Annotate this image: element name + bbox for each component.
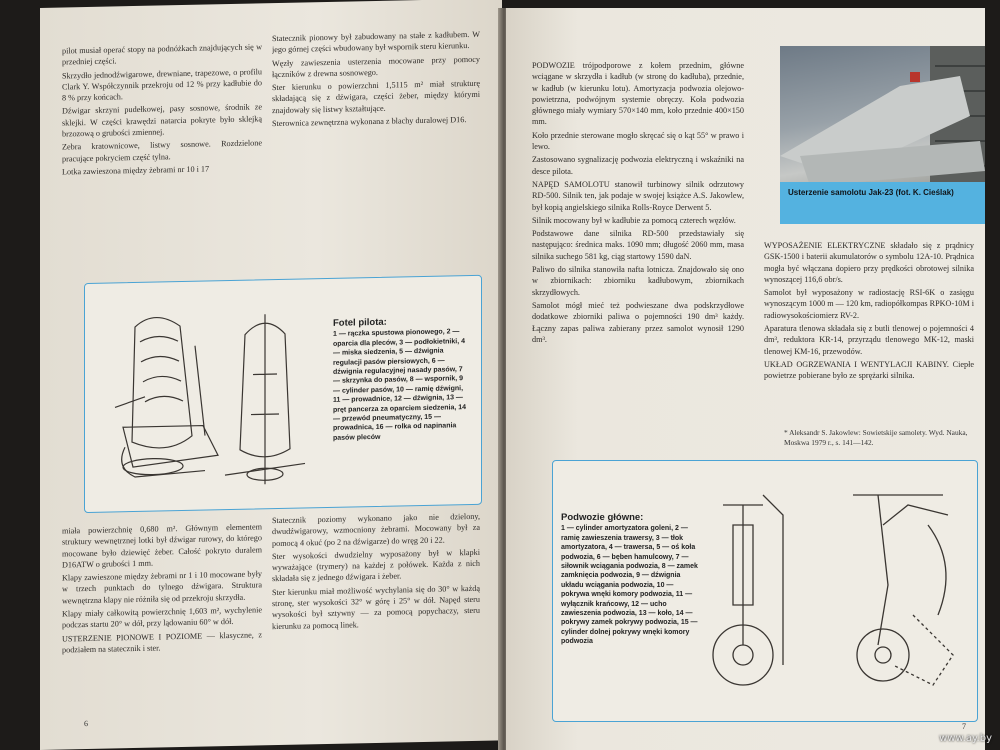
right-col1-top — [532, 60, 744, 432]
paragraph: Ster kierunku miał możliwość wychylania się do 30° w każdą stronę, ster wysokości 32° w górę i 25° w dół. Napęd steru wysokości był sztywny — za pomocą popychaczy, steru kierunku za pomocą linek. — [272, 583, 480, 631]
paragraph: Zastosowano sygnalizację podwozia elektryczną i wskaźniki na desce pilota. — [532, 155, 744, 176]
figure-legend: 1 — rączka spustowa pionowego, 2 — oparcia dla pleców, 3 — podłokietniki, 4 — miska siedzenia, 5 — dźwignia regulacji pasów piersiowych, 6 — dźwignia regulacyjnej nasady pasów, 7 — skrzynka do pasów, 8 — wspornik, 9 — cylinder pasów, 10 — ramię dźwigni, 11 — prowadnice, 12 — dźwignia, 13 — pręt pancerza za oparciem siedzenia, 14 — przewód pneumatyczny, 15 — prowadnica, 16 — rolka od napinania pasów pleców — [333, 328, 467, 442]
right-col2-top — [764, 240, 974, 430]
paragraph: Sterownica zewnętrzna wykonana z blachy duralowej D16. — [272, 115, 467, 129]
paragraph: WYPOSAŻENIE ELEKTRYCZNE składało się z prądnicy GSK-1500 i baterii akumulatorów o symbolu 12A-10. Prądnica mogła być włączana dopiero przy prędkości obrotowej silnika wynoszącej 116,6 obr/s. — [764, 241, 974, 284]
photo-caption: Usterzenie samolotu Jak-23 (fot. K. Cieślak) — [780, 182, 985, 224]
landing-gear-drawing — [703, 465, 973, 715]
paragraph: Koło przednie sterowane mogło skręcać się o kąt 55° w prawo i lewo. — [532, 130, 744, 152]
figure-legend: 1 — cylinder amortyzatora goleni, 2 — ramię zawieszenia trawersy, 3 — tłok amortyzatora, 4 — trawersa, 5 — oś koła podwozia, 6 — bęben hamulcowy, 7 — siłownik wciągania podwozia, 8 — zamek zamknięcia podwozia, 9 — dźwignia układu wciągania podwozia, 10 — pokrywa wnęki komory podwozia, 11 — wyłącznik krańcowy, 12 — ucho zawieszenia podwozia, 13 — koło, 14 — pokrywy zamek pokrywy podwozia, 15 — cylinder dolnej pokrywy wnęki komory podwozia — [561, 525, 698, 646]
paragraph: Statecznik pionowy był zabudowany na stałe z kadłubem. W jego górnej części wbudowany był wspornik steru kierunku. — [272, 29, 480, 55]
page-number: 6 — [84, 718, 88, 729]
left-col2-top — [272, 29, 480, 261]
figure-title: Podwozie główne: — [561, 512, 644, 523]
paragraph: USTERZENIE PIONOWE I POZIOME — klasyczne, z podziałem na statecznik i ster. — [62, 630, 262, 655]
paragraph: pilot musiał operać stopy na podnóżkach znajdujących się w przedniej części. — [62, 42, 262, 67]
paragraph: Silnik mocowany był w kadłubie za pomocą czterech węzłów. — [532, 215, 736, 225]
page-number: 7 — [962, 722, 966, 731]
paragraph: Dźwigar skrzyni pudełkowej, pasy sosnowe, środnik ze sklejki. W części krawędzi natarcia pokryte było sklejką brzozową o grubości zmiennej. — [62, 102, 262, 139]
paragraph: Klapy zawieszone między żebrami nr 1 i 10 mocowane były w trzech punktach do tylnego dźwigara. Struktura wewnętrzna klapy nie różniła się od przekroju skrzydła. — [62, 569, 262, 606]
tail-photo-image — [780, 46, 985, 196]
pilot-seat-figure — [84, 275, 482, 513]
paragraph: Skrzydło jednodźwigarowe, drewniane, trapezowe, o profilu Clark Y. Współczynnik przekroju od 12 % przy kadłubie do 8 % przy końcach. — [62, 66, 262, 103]
tail-photo — [780, 46, 985, 196]
landing-gear-caption — [561, 513, 701, 647]
paragraph: Lotka zawieszona między żebrami nr 10 i 17 — [62, 164, 210, 177]
footnote: * Aleksandr S. Jakowlew: Sowietskije samolety. Wyd. Nauka, Moskwa 1979 r., s. 141—142. — [784, 428, 968, 447]
paragraph: Ster wysokości dwudzielny wyposażony był w klapki wyważające (trymery) na każdej z połówek. Każda z nich składała się z jednego dźwigara i żeber. — [272, 547, 480, 584]
landing-gear-figure — [552, 460, 978, 722]
figure-title: Fotel pilota: — [333, 316, 387, 329]
book-spread — [40, 8, 985, 750]
paragraph: Klapy miały całkowitą powierzchnię 1,603 m², wychylenie podczas startu 20° w dół, przy lądowaniu 60° w dół. — [62, 605, 262, 630]
paragraph: miała powierzchnię 0,680 m². Głównym elementem struktury wewnętrznej lotki był dźwigar rurowy, do którego mocowane było dziewięć żeber. Całość pokryto duralem D16ATW o grubości 1 mm. — [62, 522, 262, 570]
left-col1-bottom — [62, 521, 262, 725]
paragraph: Węzły zawieszenia usterzenia mocowane przy pomocy łączników z drewna sosnowego. — [272, 54, 480, 80]
pilot-seat-caption — [333, 316, 468, 443]
pilot-seat-drawing — [95, 283, 325, 508]
paragraph: Samolot mógł mieć też podwieszane dwa podskrzydłowe dodatkowe zbiorniki paliwa o pojemności 190 dm³ każdy. Łączny zapas paliwa zabierany przez samolot wynosił 1290 dm³. — [532, 300, 744, 344]
paragraph: NAPĘD SAMOLOTU stanowił turbinowy silnik odrzutowy RD-500. Silnik ten, jak podaje w swojej książce A.S. Jakowlew, był kopią angielskiego silnika Rolls-Royce Derwent 5. — [532, 179, 744, 212]
watermark: www.ay.by — [939, 733, 992, 744]
right-page — [506, 8, 985, 750]
left-col2-bottom — [272, 511, 480, 715]
paragraph: Ster kierunku o powierzchni 1,5115 m² miał strukturę składającą się z dźwigara, części żeber, między którymi znajdowały się listwy kształtujące. — [272, 78, 480, 115]
paragraph: UKŁAD OGRZEWANIA I WENTYLACJI KABINY. Ciepłe powietrze pobierane było ze sprężarki silnika. — [764, 359, 974, 381]
paragraph: Paliwo do silnika stanowiła nafta lotnicza. Znajdowało się ono w zbiornikach: zbiorniku kadłubowym, zbiornikach skrzydłowych. — [532, 265, 744, 297]
left-page — [40, 0, 502, 750]
paragraph: Aparatura tlenowa składała się z butli tlenowej o pojemności 4 dm³, reduktora KR-14, przyrządu tlenowego MK-12, maski tlenowej KM-16, przewodów. — [764, 324, 974, 356]
paragraph: Statecznik poziomy wykonano jako nie dzielony, dwudźwigarowy, wzmocniony żebrami. Mocowany był za pomocą 4 okuć (po 2 na dźwigarze) do wręg 20 i 22. — [272, 511, 480, 548]
paragraph: PODWOZIE trójpodporowe z kołem przednim, główne wciągane w skrzydła i kadłub (w stronę do kadłuba), przednie, w kadłub (w kierunku lotu). Amortyzacja podwozia olejowo-powietrzna, podwójnym systemie obręczy. Koła podwozia głównego miały wymiary 570×140 mm, koło przednie 400×150 mm. — [532, 61, 744, 127]
left-col1-top — [62, 41, 262, 265]
paragraph: Zebra kratownicowe, listwy sosnowe. Rozdzielone pracujące pokryciem część tylna. — [62, 138, 262, 164]
paragraph: Podstawowe dane silnika RD-500 przedstawiały się następująco: średnica maks. 1090 mm; długość 2060 mm, masa silnika suchego 581 kg, ciąg startowy 1590 daN. — [532, 229, 744, 261]
paragraph: Samolot był wyposażony w radiostację RSI-6K o zasięgu wynoszącym 1000 m — 120 km, radiopółkompas RPKO-10M i radiowysokościomierz RV-2. — [764, 288, 974, 320]
